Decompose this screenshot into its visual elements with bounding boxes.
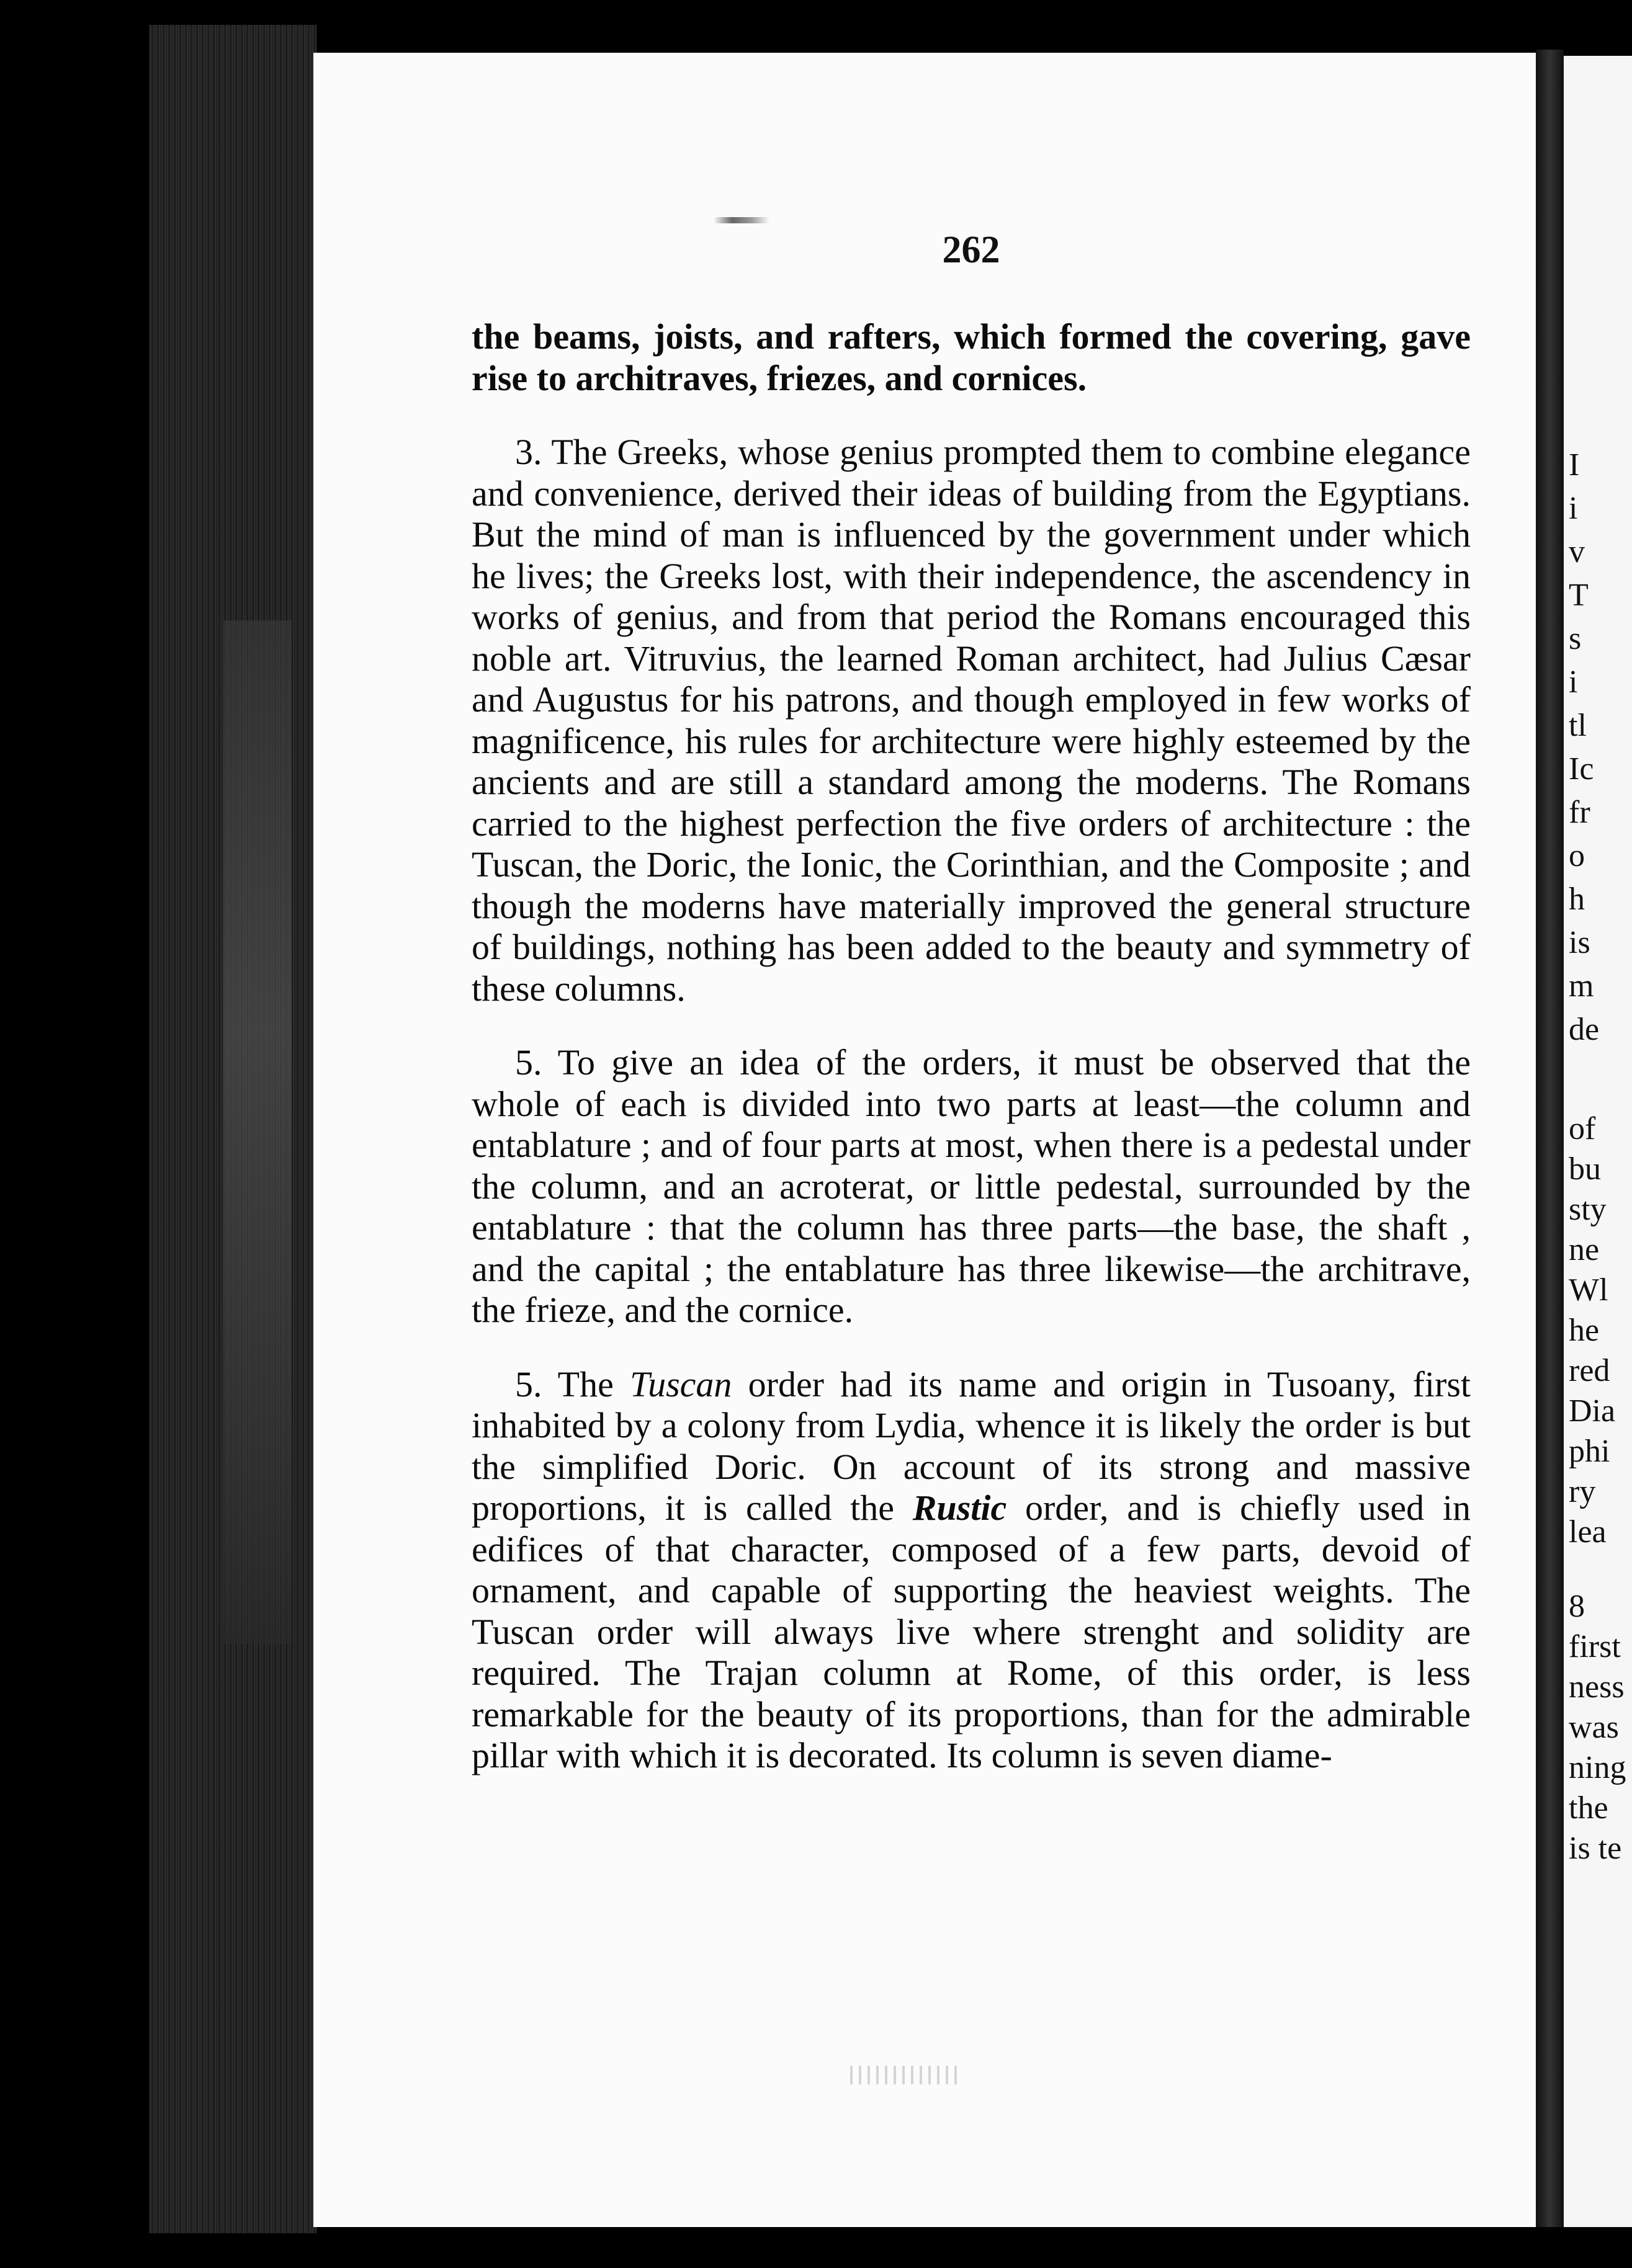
facing-page-fragment: 8	[1569, 1589, 1585, 1624]
facing-page-fragment: ness	[1569, 1669, 1625, 1705]
facing-page-fragment: o	[1569, 838, 1585, 873]
tuscan-tail: order, and is chiefly used in edifices of that character, composed of a few parts, devoid of ornament, and capable of supporting the heaviest weights. The Tuscan order will always live where strenght and solidity are required. The Trajan column at Rome, of this order, is less remarkable for the beauty of its proportions, than for the admirable pillar with which it is decorated. Its column is seven diame-	[472, 1488, 1471, 1775]
facing-page-fragment: h	[1569, 882, 1585, 917]
facing-page-fragment: T	[1569, 578, 1589, 613]
facing-page-fragment: Wl	[1569, 1272, 1608, 1308]
tuscan-term: Tuscan	[630, 1364, 732, 1404]
facing-page-fragment: i	[1569, 491, 1578, 526]
facing-page-fragment: v	[1569, 534, 1585, 569]
paragraph-continuation: the beams, joists, and rafters, which formed the covering, gave rise to architraves, friezes, and cornices.	[472, 316, 1471, 398]
facing-page-fragment: red	[1569, 1353, 1610, 1388]
facing-page-fragment: i	[1569, 664, 1578, 700]
facing-page-fragment: is te	[1569, 1831, 1622, 1866]
facing-page-fragment: ning	[1569, 1750, 1626, 1785]
bottom-ink-mark	[850, 2066, 962, 2084]
facing-page-fragment: the	[1569, 1790, 1608, 1826]
facing-page	[1564, 56, 1632, 2227]
page-number: 262	[942, 229, 1000, 271]
rustic-term: Rustic	[912, 1488, 1007, 1528]
tuscan-lead: 5. The	[515, 1364, 630, 1404]
facing-page-fragment: fr	[1569, 795, 1590, 830]
paragraph-greeks: 3. The Greeks, whose genius prompted them to combine elegance and convenience, derived their ideas of building from the Egyptians. But the mind of man is influenced by the government under which he lives; the Greeks lost, with their independence, the ascendency in works of genius, and from that period the Romans encouraged this noble art. Vitruvius, the learned Roman architect, had Julius Cæsar and Augustus for his patrons, and though employed in few works of magnificence, his rules for architecture were highly esteemed by the ancients and are still a standard among the moderns. The Romans carried to the highest perfection the five orders of architecture : the Tuscan, the Doric, the Ionic, the Corinthian, and the Composite ; and though the moderns have materially improved the general structure of buildings, nothing has been added to the beauty and symmetry of these columns.	[472, 432, 1471, 1009]
body-text	[472, 230, 1471, 1777]
facing-page-fragment: ne	[1569, 1232, 1600, 1267]
facing-page-fragment: tl	[1569, 708, 1587, 743]
ink-smudge	[714, 217, 769, 223]
facing-page-fragment: de	[1569, 1012, 1600, 1047]
facing-page-fragment: was	[1569, 1710, 1619, 1745]
facing-page-fragment: I	[1569, 447, 1580, 483]
paragraph-tuscan	[472, 1364, 1471, 1777]
book-gutter	[1536, 50, 1564, 2227]
facing-page-fragment: s	[1569, 621, 1582, 656]
facing-page-fragment: phi	[1569, 1434, 1610, 1469]
tuscan-mid: order had its name and origin in Tusoany, first inhabited by a colony from Lydia, whence it is likely the order is but the simplified Doric. On account of its strong and massive proportions, it is called the	[472, 1364, 1471, 1528]
spine-stamp	[223, 620, 292, 1644]
facing-page-fragment: bu	[1569, 1151, 1601, 1187]
facing-page-fragment: is	[1569, 925, 1590, 960]
facing-page-fragment: of	[1569, 1111, 1596, 1146]
facing-page-fragment: ry	[1569, 1474, 1596, 1509]
facing-page-fragment: he	[1569, 1313, 1600, 1348]
facing-page-fragment: Ic	[1569, 751, 1594, 787]
facing-page-fragment: sty	[1569, 1192, 1607, 1227]
paragraph-orders: 5. To give an idea of the orders, it must be observed that the whole of each is divided into two parts at least—the column and entablature ; and of four parts at most, when there is a pedestal under the column, and an acroterat, or little pedestal, surrounded by the entablature : that the column has three parts—the base, the shaft , and the capital ; the entablature has three likewise—the architrave, the frieze, and the cornice.	[472, 1042, 1471, 1330]
facing-page-fragment: Dia	[1569, 1393, 1616, 1429]
facing-page-fragment: lea	[1569, 1514, 1607, 1550]
facing-page-fragment: m	[1569, 968, 1594, 1004]
facing-page-fragment: first	[1569, 1629, 1621, 1664]
